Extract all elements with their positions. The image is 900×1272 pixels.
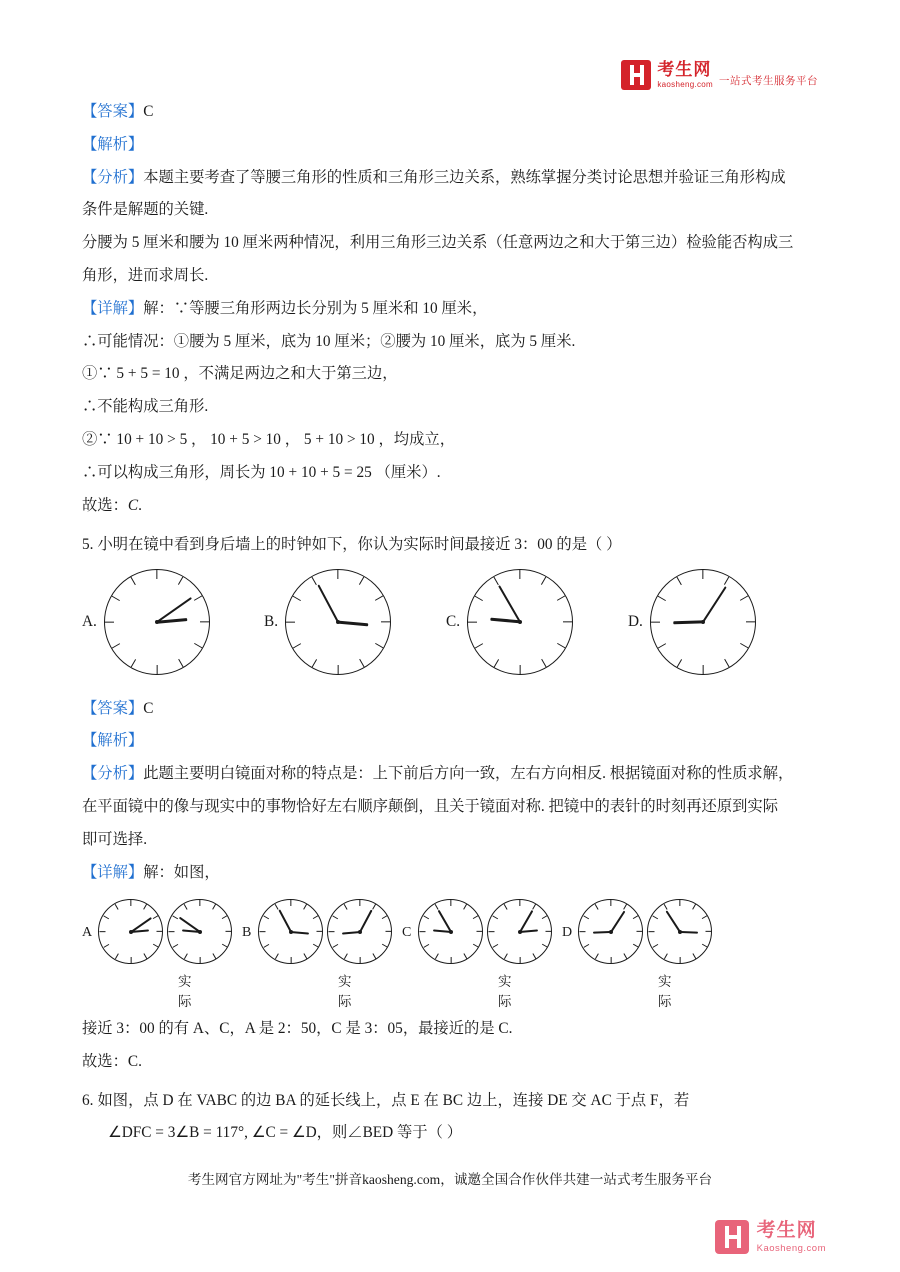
q5-text: 小明在镜中看到身后墙上的时钟如下，你认为实际时间最接近 3：00 的是（ ） <box>97 535 622 553</box>
q4-answer-line <box>82 104 818 119</box>
clock-hour-hand <box>338 620 368 625</box>
clock-tick <box>541 658 547 666</box>
clock-tick <box>503 954 507 960</box>
clock-tick <box>343 904 347 910</box>
clock-tick <box>519 570 520 579</box>
q5-number: 5. <box>82 535 94 553</box>
clock-icon <box>104 569 210 675</box>
clock-tick <box>293 595 301 601</box>
clock-hour-hand <box>519 929 537 933</box>
clock-tick <box>293 643 301 649</box>
clock-tick <box>183 954 187 960</box>
clock-tick <box>263 944 269 948</box>
clock-tick <box>493 576 499 584</box>
clock-tick <box>212 954 216 960</box>
clock-tick <box>156 931 162 932</box>
clock-tick <box>610 900 611 906</box>
clock-tick <box>419 931 425 932</box>
q6-number: 6. <box>82 1092 94 1110</box>
clock-tick <box>381 944 387 948</box>
clock-tick <box>579 931 585 932</box>
clock-minute-hand <box>498 585 521 622</box>
clock-tick <box>168 931 174 932</box>
q5-option-b[interactable] <box>264 569 391 675</box>
q4-xiangjie-line6: ∴可以构成三角形，周长为 10 + 10 + 5 = 25 （厘米）. <box>82 463 441 481</box>
q5-xiangjie-tag: 【详解】 <box>82 863 144 881</box>
clock-center-dot <box>518 930 522 934</box>
clock-center-dot <box>449 930 453 934</box>
footer-logo-pinyin: Kaosheng.com <box>756 1242 826 1254</box>
clock-tick <box>290 957 291 963</box>
q4-fenxi-line4: 角形，进而求周长. <box>82 266 209 284</box>
clock-tick <box>316 931 322 932</box>
clock-tick <box>178 576 184 584</box>
footer-url: kaosheng.com <box>362 1172 441 1187</box>
clock-tick <box>679 957 680 963</box>
q5-mirror-pairs <box>82 897 818 1010</box>
clock-icon <box>647 899 712 964</box>
clock-tick <box>519 957 520 963</box>
document-content <box>82 104 818 1158</box>
footer-text-post: ，诚邀全国合作伙伴共建一站式考生服务平台 <box>440 1172 713 1187</box>
q5-options-row <box>82 563 818 685</box>
q4-analysis-tag: 【解析】 <box>82 135 144 153</box>
q4-answer-value: C <box>143 103 154 120</box>
clock-hour-hand <box>341 931 359 935</box>
clock-tick <box>434 954 438 960</box>
q4-fenxi-tag: 【分析】 <box>82 168 144 186</box>
clock-tick <box>99 931 105 932</box>
clock-tick <box>359 900 360 906</box>
clock-tick <box>676 576 682 584</box>
q5-option-b-label: B. <box>264 612 279 630</box>
clock-tick <box>492 916 498 920</box>
clock-icon <box>258 899 323 964</box>
pair-b-label: B <box>242 925 252 941</box>
clock-hour-hand <box>290 931 308 935</box>
q6-text-line2: ∠DFC = 3∠B = 117°, ∠C = ∠D，则∠BED 等于（ ） <box>108 1124 463 1142</box>
clock-center-dot <box>129 930 133 934</box>
clock-center-dot <box>198 930 202 934</box>
q5-fenxi-line2: 在平面镜中的像与现实中的事物恰好左右顺序颠倒，且关于镜面对称. 把镜中的表针的时刻再还原到实际 <box>82 797 779 815</box>
clock-tick <box>385 931 391 932</box>
clock-minute-hand <box>702 586 727 622</box>
clock-tick <box>475 595 483 601</box>
q5-option-d-label: D. <box>628 612 643 630</box>
clock-tick <box>359 658 365 666</box>
clock-tick <box>519 900 520 906</box>
clock-tick <box>130 658 136 666</box>
clock-icon <box>167 899 232 964</box>
q4-fenxi-line3: 分腰为 5 厘米和腰为 10 厘米两种情况，利用三角形三边关系（任意两边之和大于第三边）检验能否构成三 <box>82 234 794 252</box>
clock-tick <box>701 944 707 948</box>
clock-tick <box>381 621 390 622</box>
clock-tick <box>225 931 231 932</box>
clock-tick <box>274 954 278 960</box>
clock-tick <box>623 904 627 910</box>
q4-xiangjie-line3: ①∵ 5 + 5 = 10 ，不满足两边之和大于第三边， <box>82 365 398 383</box>
clock-tick <box>740 643 748 649</box>
clock-tick <box>423 916 429 920</box>
q4-xiangjie-line1 <box>82 301 818 316</box>
clock-tick <box>156 665 157 674</box>
clock-tick <box>375 643 383 649</box>
clock-tick <box>583 944 589 948</box>
clock-tick <box>112 643 120 649</box>
clock-minute-hand <box>359 909 372 932</box>
clock-tick <box>541 944 547 948</box>
clock-tick <box>312 944 318 948</box>
q5-concl-line1: 接近 3：00 的有 A、C，A 是 2：50，C 是 3：05，最接近的是 C. <box>82 1020 513 1038</box>
clock-tick <box>658 643 666 649</box>
clock-icon <box>418 899 483 964</box>
clock-tick <box>463 904 467 910</box>
clock-tick <box>200 621 209 622</box>
clock-tick <box>692 954 696 960</box>
q5-option-a[interactable] <box>82 569 210 675</box>
q5-answer-value: C <box>143 699 154 717</box>
clock-tick <box>103 916 109 920</box>
q5-xiangjie-text: 解：如图， <box>143 863 220 881</box>
clock-icon <box>650 569 756 675</box>
clock-tick <box>286 621 295 622</box>
clock-tick <box>337 570 338 579</box>
clock-tick <box>114 904 118 910</box>
clock-tick <box>221 944 227 948</box>
clock-tick <box>199 957 200 963</box>
clock-tick <box>259 931 265 932</box>
clock-tick <box>303 904 307 910</box>
clock-icon <box>578 899 643 964</box>
clock-center-dot <box>678 930 682 934</box>
clock-tick <box>488 931 494 932</box>
clock-tick <box>114 954 118 960</box>
clock-tick <box>702 570 703 579</box>
q4-fenxi-line2: 条件是解题的关键. <box>82 201 209 219</box>
clock-tick <box>130 576 136 584</box>
clock-icon <box>467 569 573 675</box>
q4-xiangjie-line4: ∴不能构成三角形. <box>82 398 209 416</box>
clock-tick <box>651 621 660 622</box>
clock-tick <box>636 931 642 932</box>
clock-tick <box>375 595 383 601</box>
clock-tick <box>583 916 589 920</box>
kaosheng-logo-icon <box>621 60 651 90</box>
clock-tick <box>692 904 696 910</box>
clock-tick <box>152 944 158 948</box>
clock-tick <box>623 954 627 960</box>
footer-note <box>0 1168 900 1188</box>
clock-tick <box>679 900 680 906</box>
clock-tick <box>493 658 499 666</box>
clock-tick <box>648 931 654 932</box>
clock-tick <box>372 954 376 960</box>
q5-xiangjie-line <box>82 865 818 880</box>
clock-tick <box>311 658 317 666</box>
q4-conclusion <box>82 498 818 513</box>
clock-tick <box>311 576 317 584</box>
clock-tick <box>332 944 338 948</box>
clock-tick <box>724 576 730 584</box>
clock-tick <box>519 665 520 674</box>
clock-icon <box>327 899 392 964</box>
clock-tick <box>563 621 572 622</box>
clock-tick <box>103 944 109 948</box>
clock-tick <box>658 595 666 601</box>
clock-tick <box>337 665 338 674</box>
q4-xiangjie-text1: 解：∵等腰三角形两边长分别为 5 厘米和 10 厘米， <box>143 299 488 317</box>
q6-stem <box>82 1089 818 1113</box>
pair-d-label: D <box>562 925 573 941</box>
clock-tick <box>156 570 157 579</box>
clock-tick <box>130 957 131 963</box>
clock-tick <box>463 954 467 960</box>
clock-tick <box>557 643 565 649</box>
q5-fenxi-tag: 【分析】 <box>82 765 144 783</box>
clock-minute-hand <box>665 910 680 932</box>
footer-logo-text: 考生网 <box>756 1219 817 1241</box>
clock-tick <box>652 944 658 948</box>
clock-tick <box>740 595 748 601</box>
clock-tick <box>359 957 360 963</box>
clock-tick <box>112 595 120 601</box>
clock-tick <box>263 916 269 920</box>
clock-hour-hand <box>679 931 697 934</box>
clock-center-dot <box>358 930 362 934</box>
clock-tick <box>632 916 638 920</box>
q4-fenxi-text1: 本题主要考查了等腰三角形的性质和三角形三边关系，熟练掌握分类讨论思想并验证三角形构成 <box>143 168 786 186</box>
clock-hour-hand <box>673 620 703 624</box>
header-logo <box>621 60 818 90</box>
clock-tick <box>472 916 478 920</box>
clock-tick <box>328 931 334 932</box>
clock-tick <box>212 904 216 910</box>
clock-tick <box>476 931 482 932</box>
clock-tick <box>332 916 338 920</box>
clock-tick <box>724 658 730 666</box>
clock-tick <box>468 621 477 622</box>
q4-conclusion-post: . <box>138 496 142 514</box>
clock-tick <box>594 904 598 910</box>
clock-hour-hand <box>490 618 520 623</box>
q5-answer-tag: 【答案】 <box>82 699 144 717</box>
clock-tick <box>312 916 318 920</box>
clock-minute-hand <box>317 584 338 622</box>
clock-tick <box>183 904 187 910</box>
clock-minute-hand <box>610 910 625 932</box>
pair-b-caption: 实际 <box>338 974 352 1010</box>
clock-tick <box>503 904 507 910</box>
clock-tick <box>532 954 536 960</box>
q4-xiangjie-line2: ∴可能情况：①腰为 5 厘米，底为 10 厘米；②腰为 10 厘米，底为 5 厘米. <box>82 332 576 350</box>
clock-tick <box>472 944 478 948</box>
q5-fenxi-line3: 即可选择. <box>82 830 148 848</box>
pair-d-caption: 实际 <box>658 974 672 1010</box>
clock-center-dot <box>518 620 522 624</box>
q4-xiangjie-line5: ②∵ 10 + 10 > 5 ， 10 + 5 > 10 ， 5 + 10 > 10 ，均成立， <box>82 430 455 448</box>
clock-tick <box>194 595 202 601</box>
clock-tick <box>423 944 429 948</box>
clock-tick <box>105 621 114 622</box>
clock-minute-hand <box>519 910 533 932</box>
clock-minute-hand <box>278 909 291 932</box>
header-logo-text: 考生网 <box>657 60 712 79</box>
q4-answer-tag: 【答案】 <box>82 103 144 120</box>
clock-tick <box>702 665 703 674</box>
footer-logo <box>715 1220 826 1254</box>
clock-tick <box>557 595 565 601</box>
clock-minute-hand <box>437 910 451 932</box>
clock-tick <box>303 954 307 960</box>
clock-center-dot <box>155 620 159 624</box>
q5-fenxi-line1 <box>82 766 818 781</box>
clock-tick <box>545 931 551 932</box>
clock-tick <box>532 904 536 910</box>
clock-tick <box>172 916 178 920</box>
q5-concl-line2: 故选：C. <box>82 1053 142 1071</box>
clock-tick <box>632 944 638 948</box>
clock-tick <box>610 957 611 963</box>
q4-conclusion-pre: 故选： <box>82 496 128 514</box>
footer-text-pre: 考生网官方网址为"考生"拼音 <box>187 1172 363 1187</box>
q4-xiangjie-tag: 【详解】 <box>82 299 144 317</box>
clock-tick <box>290 900 291 906</box>
clock-tick <box>492 944 498 948</box>
q5-stem <box>82 533 818 557</box>
clock-tick <box>372 904 376 910</box>
clock-tick <box>221 916 227 920</box>
clock-icon <box>285 569 391 675</box>
clock-tick <box>450 900 451 906</box>
clock-tick <box>701 916 707 920</box>
clock-tick <box>152 916 158 920</box>
clock-tick <box>450 957 451 963</box>
kaosheng-logo-icon <box>715 1220 749 1254</box>
clock-tick <box>143 904 147 910</box>
clock-tick <box>594 954 598 960</box>
clock-tick <box>194 643 202 649</box>
q5-option-c[interactable] <box>446 569 573 675</box>
q4-fenxi-line1 <box>82 170 818 185</box>
clock-icon <box>487 899 552 964</box>
clock-icon <box>98 899 163 964</box>
clock-tick <box>130 900 131 906</box>
header-logo-pinyin: kaosheng.com <box>657 80 713 89</box>
clock-tick <box>143 954 147 960</box>
clock-tick <box>541 576 547 584</box>
q5-option-d[interactable] <box>628 569 756 675</box>
pair-a-label: A <box>82 925 93 941</box>
clock-tick <box>663 904 667 910</box>
clock-tick <box>663 954 667 960</box>
clock-tick <box>343 954 347 960</box>
pair-a-caption: 实际 <box>178 974 192 1010</box>
clock-center-dot <box>336 620 340 624</box>
clock-center-dot <box>701 620 705 624</box>
clock-tick <box>475 643 483 649</box>
clock-hour-hand <box>592 931 610 934</box>
clock-tick <box>178 658 184 666</box>
q5-analysis-tag: 【解析】 <box>82 732 144 750</box>
clock-center-dot <box>609 930 613 934</box>
clock-tick <box>381 916 387 920</box>
q6-text-line1: 如图，点 D 在 VABC 的边 BA 的延长线上，点 E 在 BC 边上，连接 DE 交 AC 于点 F，若 <box>97 1092 690 1110</box>
q5-option-a-label: A. <box>82 612 97 630</box>
clock-center-dot <box>289 930 293 934</box>
q5-option-c-label: C. <box>446 612 461 630</box>
q5-answer-line <box>82 701 818 716</box>
q5-fenxi-text1: 此题主要明白镜面对称的特点是：上下前后方向一致，左右方向相反. 根据镜面对称的性质求解， <box>143 765 794 783</box>
clock-tick <box>676 658 682 666</box>
pair-c-caption: 实际 <box>498 974 512 1010</box>
clock-tick <box>705 931 711 932</box>
clock-tick <box>541 916 547 920</box>
clock-tick <box>652 916 658 920</box>
header-slogan: 一站式考生服务平台 <box>719 75 818 87</box>
clock-tick <box>199 900 200 906</box>
pair-c-label: C <box>402 925 412 941</box>
clock-tick <box>359 576 365 584</box>
clock-tick <box>172 944 178 948</box>
clock-tick <box>746 621 755 622</box>
q4-conclusion-value: C <box>127 496 139 514</box>
